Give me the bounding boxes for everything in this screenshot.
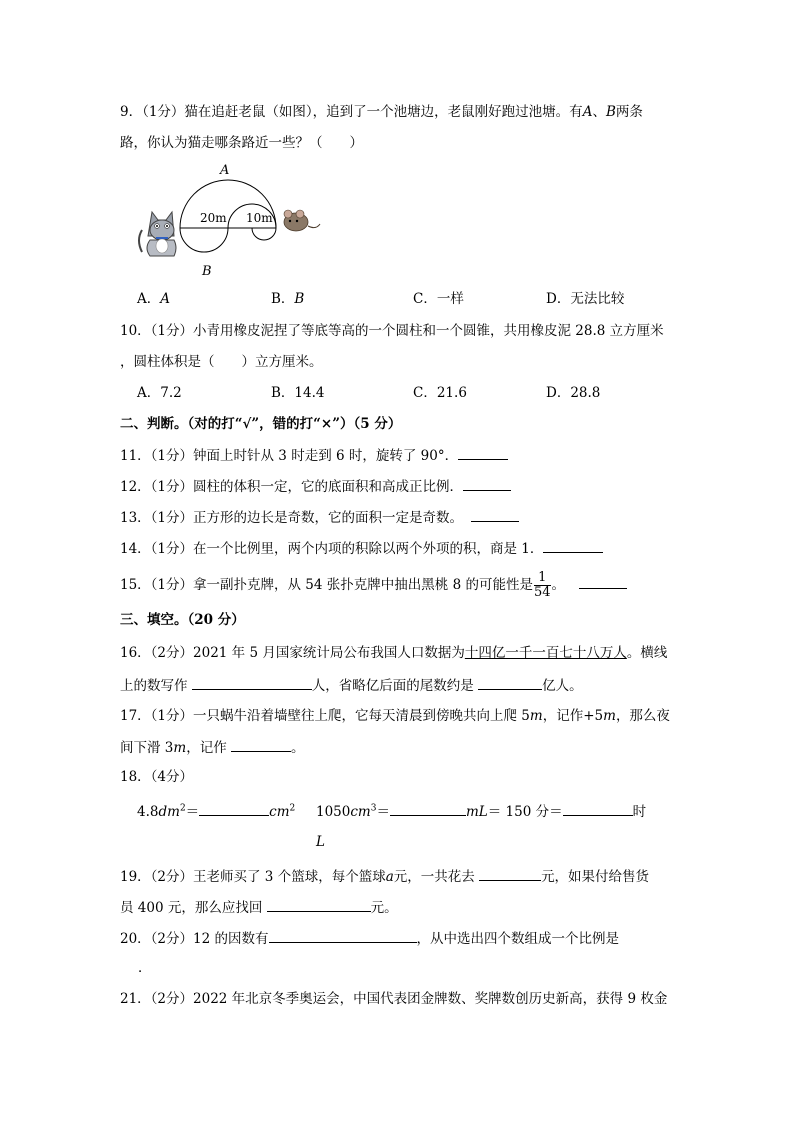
- len-20m: 20m: [200, 211, 227, 225]
- q18-unit-l: L: [316, 834, 325, 850]
- q17-line1: 17．（1分）一只蜗牛沿着墙壁往上爬，它每天清晨到傍晚共向上爬 5m，记作+5m，那么夜: [120, 708, 670, 724]
- q19-blank-1[interactable]: [479, 866, 541, 881]
- q16-line2: 上的数写作 人，省略亿后面的尾数约是 亿人。: [120, 675, 583, 696]
- q18-item-1: $4.8dm^2= cm^2$: [137, 801, 295, 822]
- q20-line2: ．: [138, 960, 152, 976]
- q11-answer-blank[interactable]: [458, 445, 508, 460]
- q19-line1: 19．（2分）王老师买了 3 个篮球，每个篮球a元，一共花去 元，如果付给售货: [120, 866, 649, 887]
- label-b: B: [202, 264, 212, 279]
- q13: 13．（1分）正方形的边长是奇数，它的面积一定是奇数。: [120, 507, 519, 528]
- q9-option-d[interactable]: D．无法比较: [546, 291, 625, 307]
- q16-blank-1[interactable]: [192, 675, 312, 690]
- q9-figure: [134, 160, 324, 280]
- q9-option-c[interactable]: C．一样: [413, 291, 464, 307]
- q16-blank-2[interactable]: [478, 675, 542, 690]
- q15-fraction: $\frac{1}{54}$: [533, 570, 551, 600]
- q10-option-a[interactable]: A．7.2: [137, 385, 182, 401]
- q17-line2: 间下滑 3m，记作 。: [120, 737, 305, 758]
- q18-item-2: $1050cm^3= mL= 150$ 分＝ 时: [316, 801, 646, 822]
- q10-option-b[interactable]: B．14.4: [271, 385, 325, 401]
- q18-blank-3[interactable]: [563, 801, 633, 816]
- q12-answer-blank[interactable]: [463, 476, 511, 491]
- q18-heading: 18．（4分）: [120, 769, 194, 785]
- section-3-heading: 三、填空。（20 分）: [120, 612, 245, 628]
- q9-option-b[interactable]: B．B: [271, 291, 305, 307]
- q16-line1: 16．（2分）2021 年 5 月国家统计局公布我国人口数据为十四亿一千一百七十八万人。横线: [120, 645, 668, 661]
- len-10m: 10m: [246, 211, 273, 225]
- q20-blank-1[interactable]: [269, 928, 417, 943]
- q9-line1: 9．（1分）猫在追赶老鼠（如图），追到了一个池塘边，老鼠刚好跑过池塘。有A、B两条: [120, 104, 643, 120]
- q12: 12．（1分）圆柱的体积一定，它的底面积和高成正比例．: [120, 476, 511, 497]
- q10-line1: 10．（1分）小青用橡皮泥捏了等底等高的一个圆柱和一个圆锥，共用橡皮泥 28.8 立方厘米: [120, 323, 664, 339]
- section-2-heading: 二、判断。（对的打“√”，错的打“×”）（5 分）: [120, 416, 402, 432]
- q9-option-a[interactable]: A．A: [137, 291, 170, 307]
- q19-line2: 员 400 元，那么应找回 元。: [120, 897, 398, 918]
- q9-line2: 路，你认为猫走哪条路近一些？（ ）: [120, 135, 363, 151]
- q19-blank-2[interactable]: [267, 897, 371, 912]
- q10-option-c[interactable]: C．21.6: [413, 385, 467, 401]
- label-a: A: [220, 163, 230, 178]
- q18-blank-1[interactable]: [199, 801, 269, 816]
- cat-icon: [139, 212, 176, 256]
- q21-line1: 21．（2分）2022 年北京冬季奥运会，中国代表团金牌数、奖牌数创历史新高，获得 9 枚金: [120, 991, 668, 1007]
- q10-option-d[interactable]: D．28.8: [546, 385, 601, 401]
- q17-blank[interactable]: [231, 737, 291, 752]
- q15: 15．（1分）拿一副扑克牌，从 54 张扑克牌中抽出黑桃 8 的可能性是 $\frac{1}{54}$ 。: [120, 570, 627, 600]
- mouse-icon: [284, 210, 320, 231]
- q13-answer-blank[interactable]: [471, 507, 519, 522]
- q15-answer-blank[interactable]: [579, 574, 627, 589]
- q14: 14．（1分）在一个比例里，两个内项的积除以两个外项的积，商是 1．: [120, 538, 603, 559]
- q10-line2: ，圆柱体积是（ ）立方厘米。: [120, 354, 323, 370]
- q20-line1: 20．（2分）12 的因数有 ，从中选出四个数组成一个比例是: [120, 928, 619, 949]
- q11: 11．（1分）钟面上时针从 3 时走到 6 时，旋转了 90°．: [120, 445, 508, 466]
- q18-blank-2[interactable]: [390, 801, 466, 816]
- q14-answer-blank[interactable]: [543, 538, 603, 553]
